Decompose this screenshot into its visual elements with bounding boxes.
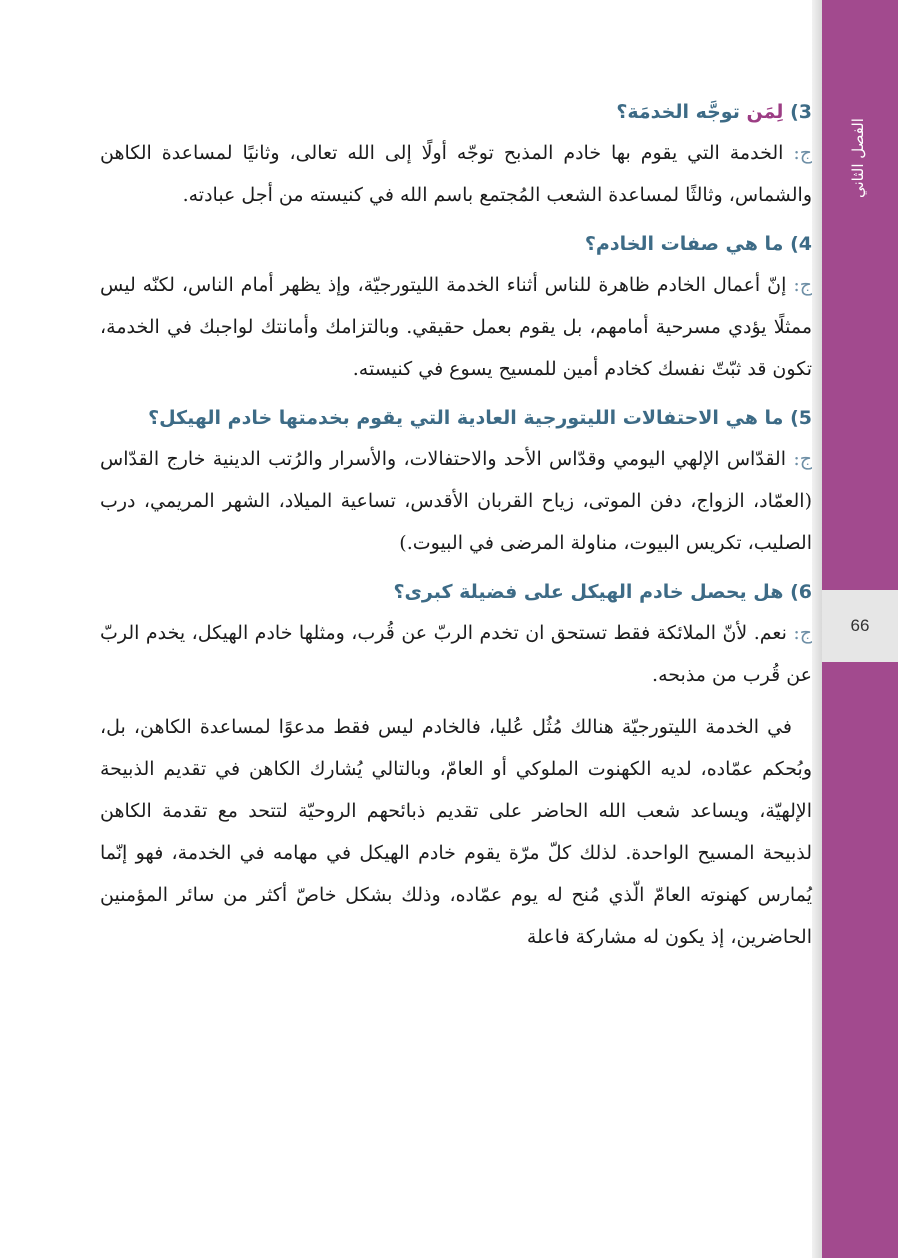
answer-text: القدّاس الإلهي اليومي وقدّاس الأحد والاحتفالات، والأسرار والرُتب الدينية خارج القدّاس (العمّاد، الزواج، دفن الموتى، زياح القربان الأقدس، تساعية الميلاد، الشهر المريمي، درب الصليب، تكريس البيوت، مناولة المرضى في البيوت.) — [100, 448, 812, 554]
closing-paragraph: في الخدمة الليتورجيّة هنالك مُثُل عُليا، فالخادم ليس فقط مدعوًا لمساعدة الكاهن، بل، وبُحكم عمّاده، لديه الكهنوت الملوكي أو العامّ، وبالتالي يُشارك الكاهن في تقديم الذبيحة الإلهيّة، ويساعد شعب الله الحاضر على تقديم ذبائحهم الروحيّة لتتحد مع تقدمة الكاهن لذبيحة المسيح الواحدة. لذلك كلّ مرّة يقوم خادم الهيكل في مهامه في الخدمة، فهو إنّما يُمارس كهنوته العامّ الّذي مُنح له يوم عمّاده، وذلك بشكل خاصّ أكثر من سائر المؤمنين الحاضرين، إذ يكون له مشاركة فاعلة — [100, 716, 812, 948]
qa-section-5 — [100, 398, 812, 564]
answer-5 — [100, 438, 812, 564]
question-number: 5) — [790, 407, 812, 429]
question-lead-word: لِمَن — [746, 101, 784, 123]
qa-section-3 — [100, 92, 812, 216]
question-3 — [100, 92, 812, 132]
chapter-label: الفصل الثاني — [849, 118, 867, 198]
answer-prefix: ج: — [793, 142, 813, 164]
question-number: 4) — [790, 233, 812, 255]
question-text: توجَّه الخدمَة؟ — [616, 101, 740, 123]
answer-prefix: ج: — [793, 274, 812, 296]
question-4 — [100, 224, 812, 264]
answer-text: الخدمة التي يقوم بها خادم المذبح توجّه أولًا إلى الله تعالى، وثانيًا لمساعدة الكاهن والشماس، وثالثًا لمساعدة الشعب المُجتمع باسم الله في كنيسته من أجل عبادته. — [100, 142, 812, 206]
page-gutter-shadow — [812, 0, 822, 1258]
qa-section-4 — [100, 224, 812, 390]
page-number-box — [822, 590, 898, 662]
answer-3 — [100, 132, 812, 216]
question-text: هل يحصل خادم الهيكل على فضيلة كبرى؟ — [393, 581, 784, 603]
question-number: 6) — [790, 581, 812, 603]
answer-text: إنّ أعمال الخادم ظاهرة للناس أثناء الخدمة الليتورجيّة، وإذ يظهر أمام الناس، لكنّه ليس ممثلًا يؤدي مسرحية أمامهم، بل يقوم بعمل حقيقي. وبالتزامك وأمانتك لواجبك في الخدمة، تكون قد ثبّتّ نفسك كخادم أمين للمسيح يسوع في كنيسته. — [100, 274, 812, 380]
qa-section-6 — [100, 572, 812, 696]
page-content — [100, 92, 812, 958]
question-text: ما هي صفات الخادم؟ — [584, 233, 784, 255]
answer-4 — [100, 264, 812, 390]
answer-6 — [100, 612, 812, 696]
answer-text: نعم. لأنّ الملائكة فقط تستحق ان تخدم الربّ عن قُرب، ومثلها خادم الهيكل، يخدم الربّ عن قُرب من مذبحه. — [100, 622, 812, 686]
answer-prefix: ج: — [793, 622, 812, 644]
page-number: 66 — [850, 616, 870, 635]
answer-prefix: ج: — [793, 448, 812, 470]
question-5 — [100, 398, 812, 438]
question-6 — [100, 572, 812, 612]
question-number: 3) — [790, 101, 812, 123]
question-text: ما هي الاحتفالات الليتورجية العادية التي يقوم بخدمتها خادم الهيكل؟ — [148, 407, 784, 429]
